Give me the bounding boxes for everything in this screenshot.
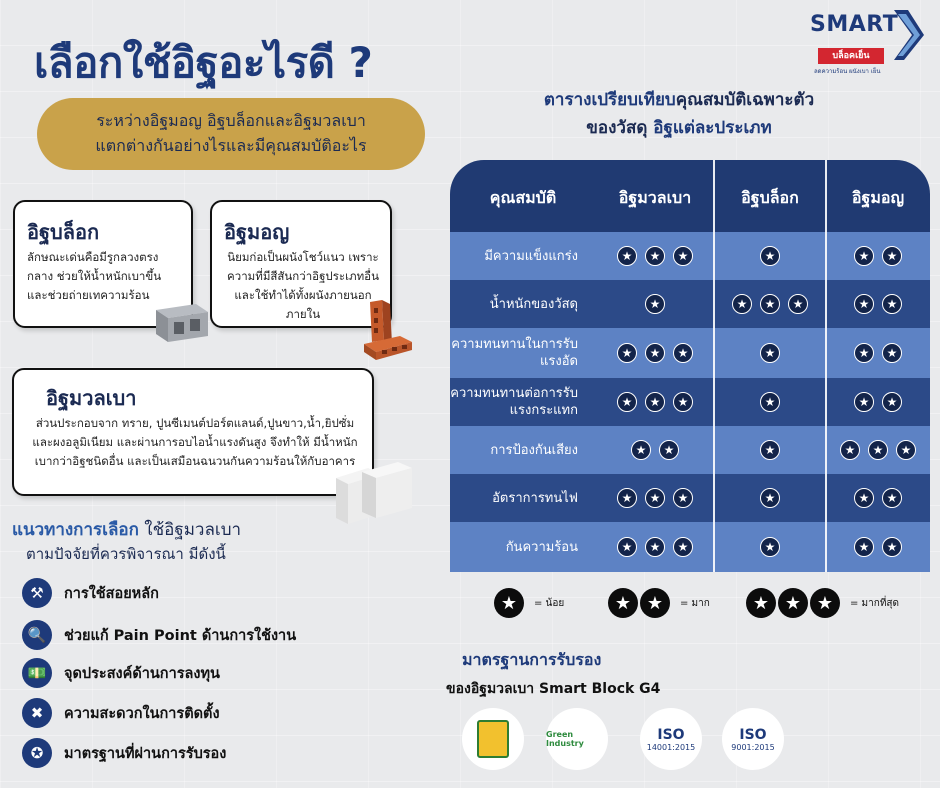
- comparison-table: [450, 160, 930, 572]
- rating-clay: [826, 378, 930, 426]
- row-label: ความทนทานต่อการรับแรงกระแทก: [450, 386, 578, 418]
- table-row: [450, 328, 930, 378]
- comparison-title-2a: ของวัสดุ: [586, 118, 654, 138]
- guide-item-label: ช่วยแก้ Pain Point ด้านการใช้งาน: [64, 627, 297, 644]
- star-icon: ★: [732, 294, 752, 314]
- guide-item: [22, 698, 220, 728]
- aac-blocks-image: [328, 458, 418, 528]
- iso-number: 9001:2015: [731, 742, 775, 752]
- rating-aac: [596, 522, 714, 572]
- rating-clay: [826, 232, 930, 280]
- table-header: [450, 160, 930, 232]
- star-icon: ★: [617, 246, 637, 266]
- guide-item-label: การใช้สอยหลัก: [64, 585, 159, 602]
- standards-subtitle: ของอิฐมวลเบา Smart Block G4: [446, 681, 661, 697]
- star-icon: ★: [673, 246, 693, 266]
- rating-block: [714, 426, 826, 474]
- card-title: อิฐมอญ: [224, 220, 290, 244]
- star-icon: ★: [608, 588, 638, 618]
- brand-name: SMART: [810, 12, 899, 37]
- star-icon: ★: [645, 294, 665, 314]
- table-row: [450, 426, 930, 474]
- row-label: ความทนทานในการรับแรงอัด: [451, 337, 578, 369]
- star-icon: ★: [673, 392, 693, 412]
- page-title: เลือกใช้อิฐอะไรดี ?: [34, 38, 373, 87]
- card-title: อิฐบล็อก: [27, 220, 100, 244]
- brand-logo: [808, 8, 928, 74]
- star-icon: ★: [760, 294, 780, 314]
- tis-seal-icon: [477, 720, 509, 758]
- table-row: [450, 232, 930, 280]
- standards-title: มาตรฐานการรับรอง: [462, 650, 602, 669]
- concrete-block-image: [150, 300, 210, 344]
- rating-aac: [596, 232, 714, 280]
- card-title: อิฐมวลเบา: [46, 386, 137, 410]
- card-text: ส่วนประกอบจาก ทราย, ปูนซีเมนต์ปอร์ตแลนด์,ปูนขาว,น้ำ,ยิปซั่ม และผงอลูมิเนียม และผ่านการอบไอน้ำแรงดันสูง จึงทำให้ มีน้ำหนักเบากว่าอิฐชนิดอื่น และเป็นเสมือนฉนวนกันความร้อนให้กับอาคาร: [32, 416, 358, 468]
- row-label: น้ำหนักของวัสดุ: [489, 296, 578, 312]
- header-clay: อิฐมอญ: [851, 188, 905, 207]
- green-industry-cert: [546, 708, 608, 770]
- star-icon: ★: [631, 440, 651, 460]
- star-icon: ★: [617, 488, 637, 508]
- guide-item-label: ความสะดวกในการติดตั้ง: [64, 705, 220, 722]
- subtitle-line-2: แตกต่างกันอย่างไรและมีคุณสมบัติอะไร: [95, 136, 367, 155]
- guide-item: [22, 578, 159, 608]
- star-icon: ★: [673, 488, 693, 508]
- rating-aac: [596, 378, 714, 426]
- star-icon: ★: [746, 588, 776, 618]
- star-icon: ★: [778, 588, 808, 618]
- rating-block: [714, 328, 826, 378]
- rating-clay: [826, 426, 930, 474]
- legend-label: = มาก: [680, 597, 710, 609]
- row-label: กันความร้อน: [505, 539, 578, 555]
- star-icon: ★: [617, 537, 637, 557]
- header-property: คุณสมบัติ: [489, 188, 557, 207]
- tools-icon: ✖: [22, 698, 52, 728]
- star-icon: ★: [645, 392, 665, 412]
- subtitle-banner: [37, 98, 425, 170]
- star-icon: ★: [854, 294, 874, 314]
- legend-item: [608, 588, 710, 618]
- column-divider: [825, 160, 827, 572]
- rating-clay: [826, 328, 930, 378]
- guide-title: [12, 516, 241, 543]
- rating-block: [714, 280, 826, 328]
- subtitle-line-1: ระหว่างอิฐมอญ อิฐบล็อกและอิฐมวลเบา: [96, 111, 366, 130]
- star-icon: ★: [810, 588, 840, 618]
- legend-label: = น้อย: [534, 597, 565, 609]
- star-icon: ★: [854, 246, 874, 266]
- rating-block: [714, 474, 826, 522]
- star-icon: ★: [645, 537, 665, 557]
- guide-item: [22, 738, 226, 768]
- award-icon: ✪: [22, 738, 52, 768]
- star-icon: ★: [640, 588, 670, 618]
- star-icon: ★: [896, 440, 916, 460]
- row-label: มีความแข็งแกร่ง: [484, 248, 578, 264]
- header-aac: อิฐมวลเบา: [618, 188, 692, 207]
- card-text: ลักษณะเด่นคือมีรูกลวงตรงกลาง ช่วยให้น้ำหนักเบาขึ้นและช่วยถ่ายเทความร้อน: [27, 250, 162, 302]
- guide-item-label: จุดประสงค์ด้านการลงทุน: [64, 665, 220, 682]
- star-icon: ★: [854, 343, 874, 363]
- star-icon: ★: [760, 440, 780, 460]
- rating-aac: [596, 474, 714, 522]
- green-industry-label: Green Industry: [546, 730, 584, 748]
- rating-clay: [826, 474, 930, 522]
- rating-aac: [596, 328, 714, 378]
- star-icon: ★: [760, 392, 780, 412]
- star-icon: ★: [760, 343, 780, 363]
- money-icon: 💵: [22, 658, 52, 688]
- rating-aac: [596, 280, 714, 328]
- star-icon: ★: [882, 537, 902, 557]
- star-icon: ★: [854, 488, 874, 508]
- star-icon: ★: [882, 294, 902, 314]
- legend-label: = มากที่สุด: [850, 597, 900, 609]
- guide-subtitle: ตามปัจจัยที่ควรพิจารณา มีดังนี้: [26, 545, 226, 563]
- star-icon: ★: [868, 440, 888, 460]
- guide-item-label: มาตรฐานที่ผ่านการรับรอง: [64, 745, 227, 762]
- rating-block: [714, 378, 826, 426]
- star-icon: ★: [788, 294, 808, 314]
- iso-mark: ISO: [657, 726, 685, 743]
- star-icon: ★: [854, 392, 874, 412]
- comparison-title: [484, 86, 874, 142]
- table-row: [450, 522, 930, 572]
- star-icon: ★: [645, 343, 665, 363]
- guide-item: [22, 658, 220, 688]
- card-aac-block: [12, 368, 374, 496]
- magnifier-icon: 🔍: [22, 620, 52, 650]
- card-text: นิยมก่อเป็นผนังโชว์แนว เพราะความที่มีสีสันกว่าอิฐประเภทอื่น และใช้ทำได้ทั้งผนังภายนอก ภายใน: [227, 250, 379, 321]
- star-icon: ★: [760, 537, 780, 557]
- star-icon: ★: [617, 343, 637, 363]
- brand-sub-label: บล็อคเย็น: [818, 48, 884, 64]
- header-block: อิฐบล็อก: [741, 188, 799, 207]
- iso-14001-cert: [640, 708, 702, 770]
- rating-block: [714, 232, 826, 280]
- star-icon: ★: [760, 488, 780, 508]
- iso-mark: ISO: [739, 726, 767, 743]
- chevron-logo-icon: [894, 10, 924, 60]
- iso-number: 14001:2015: [646, 742, 696, 752]
- guide-item: [22, 620, 296, 650]
- star-icon: ★: [673, 537, 693, 557]
- clay-bricks-image: [360, 300, 414, 362]
- comparison-title-1a: ตารางเปรียบเทียบ: [543, 90, 676, 110]
- comparison-title-1b: คุณสมบัติเฉพาะตัว: [675, 90, 815, 110]
- rating-aac: [596, 426, 714, 474]
- legend-item: [746, 588, 899, 618]
- guide-title-bold: แนวทางการเลือก: [12, 520, 139, 540]
- comparison-title-2b: อิฐแต่ละประเภท: [653, 118, 772, 138]
- star-icon: ★: [645, 246, 665, 266]
- star-icon: ★: [882, 488, 902, 508]
- star-icon: ★: [882, 343, 902, 363]
- star-icon: ★: [840, 440, 860, 460]
- table-row: [450, 378, 930, 426]
- brand-tagline: ลดความร้อน ผนังเบา เย็น: [814, 68, 881, 75]
- table-row: [450, 474, 930, 522]
- star-icon: ★: [645, 488, 665, 508]
- column-divider: [713, 160, 715, 572]
- rating-clay: [826, 280, 930, 328]
- star-icon: ★: [673, 343, 693, 363]
- tis-cert: [462, 708, 524, 770]
- rating-clay: [826, 522, 930, 572]
- star-icon: ★: [882, 246, 902, 266]
- guide-title-rest: ใช้อิฐมวลเบา: [138, 520, 242, 540]
- star-icon: ★: [882, 392, 902, 412]
- star-icon: ★: [617, 392, 637, 412]
- row-label: การป้องกันเสียง: [490, 442, 578, 458]
- star-icon: ★: [659, 440, 679, 460]
- iso-9001-cert: [722, 708, 784, 770]
- table-row: [450, 280, 930, 328]
- rating-block: [714, 522, 826, 572]
- row-label: อัตราการทนไฟ: [492, 490, 578, 506]
- star-icon: ★: [760, 246, 780, 266]
- star-icon: ★: [494, 588, 524, 618]
- star-icon: ★: [854, 537, 874, 557]
- worker-icon: ⚒: [22, 578, 52, 608]
- legend-item: [494, 588, 564, 618]
